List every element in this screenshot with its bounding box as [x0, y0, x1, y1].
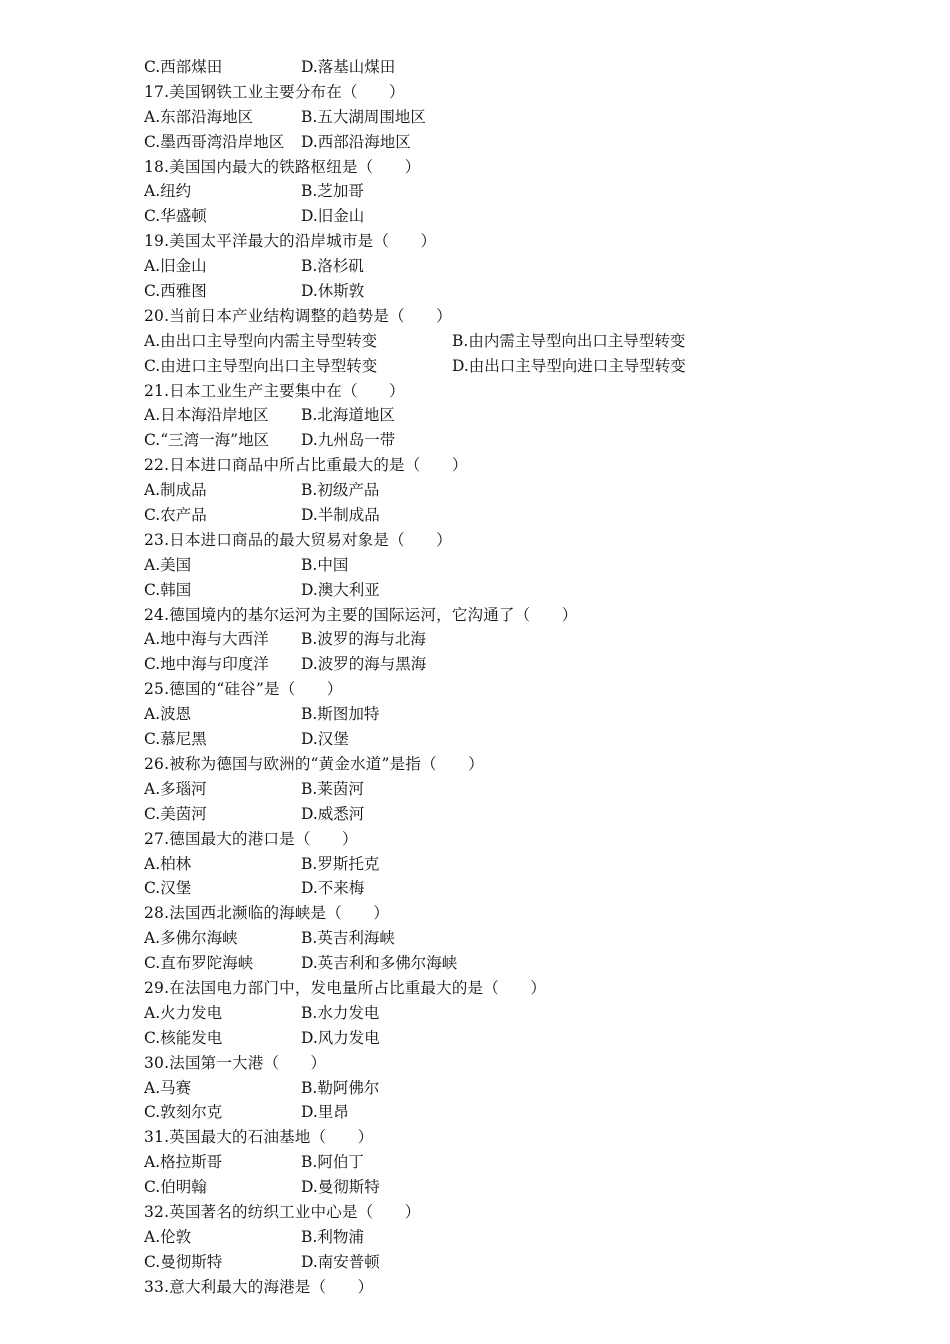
option-row	[144, 926, 844, 951]
option-left: A.柏林	[144, 854, 192, 873]
option-left: C.慕尼黑	[144, 730, 207, 749]
option-row	[144, 428, 844, 453]
option-left: C.伯明翰	[144, 1178, 207, 1197]
option-left: C.敦刻尔克	[144, 1103, 223, 1122]
option-left: A.格拉斯哥	[144, 1153, 223, 1172]
question-stem: 25.德国的“硅谷”是（ ）	[144, 680, 343, 699]
option-row	[144, 204, 844, 229]
option-left: A.制成品	[144, 481, 207, 500]
option-right: B.英吉利海峡	[301, 929, 395, 948]
option-left: C.美茵河	[144, 804, 207, 823]
option-left: A.东部沿海地区	[144, 107, 254, 126]
question-stem: 22.日本进口商品中所占比重最大的是（ ）	[144, 456, 468, 475]
question-stem: 28.法国西北濒临的海峡是（ ）	[144, 904, 390, 923]
option-row	[144, 179, 844, 204]
option-left: A.旧金山	[144, 257, 207, 276]
option-row	[144, 802, 844, 827]
option-row	[144, 1001, 844, 1026]
option-row	[144, 105, 844, 130]
option-left: C.韩国	[144, 580, 192, 599]
option-row	[144, 553, 844, 578]
option-left: C.曼彻斯特	[144, 1252, 223, 1271]
option-left: A.地中海与大西洋	[144, 630, 269, 649]
option-right: B.芝加哥	[301, 182, 364, 201]
option-right: D.九州岛一带	[301, 431, 396, 450]
option-right: B.五大湖周围地区	[301, 107, 426, 126]
question-stem: 31.英国最大的石油基地（ ）	[144, 1128, 374, 1147]
option-right: D.不来梅	[301, 879, 365, 898]
option-left: C.汉堡	[144, 879, 192, 898]
question-stem: 32.英国著名的纺织工业中心是（ ）	[144, 1202, 421, 1221]
option-row	[144, 1150, 844, 1175]
option-right: B.水力发电	[301, 1003, 380, 1022]
option-row	[144, 652, 844, 677]
option-left: C.华盛顿	[144, 207, 207, 226]
option-right: D.休斯敦	[301, 282, 365, 301]
option-left: A.日本海沿岸地区	[144, 406, 269, 425]
option-right: D.英吉利和多佛尔海峡	[301, 954, 458, 973]
option-row	[144, 627, 844, 652]
option-row	[144, 329, 844, 354]
option-left: A.火力发电	[144, 1003, 223, 1022]
option-right: B.由内需主导型向出口主导型转变	[452, 331, 686, 350]
option-left: C.西部煤田	[144, 58, 223, 76]
question-stem: 27.德国最大的港口是（ ）	[144, 829, 358, 848]
option-right: D.旧金山	[301, 207, 365, 226]
option-right: B.莱茵河	[301, 779, 364, 798]
option-right: D.汉堡	[301, 730, 349, 749]
option-row	[144, 702, 844, 727]
option-row	[144, 951, 844, 976]
option-row	[144, 1100, 844, 1125]
option-left: C.地中海与印度洋	[144, 655, 269, 674]
option-right: B.罗斯托克	[301, 854, 380, 873]
option-right: B.洛杉矶	[301, 257, 364, 276]
option-row	[144, 876, 844, 901]
option-right: B.北海道地区	[301, 406, 395, 425]
question-stem: 19.美国太平洋最大的沿岸城市是（ ）	[144, 232, 437, 251]
option-row	[144, 777, 844, 802]
option-left: A.波恩	[144, 705, 192, 724]
option-row	[144, 1250, 844, 1275]
question-stem: 21.日本工业生产主要集中在（ ）	[144, 381, 405, 400]
question-stem: 24.德国境内的基尔运河为主要的国际运河，它沟通了（ ）	[144, 605, 578, 624]
question-stem: 29.在法国电力部门中，发电量所占比重最大的是（ ）	[144, 978, 547, 997]
question-stem: 18.美国国内最大的铁路枢纽是（ ）	[144, 157, 421, 176]
question-stem: 23.日本进口商品的最大贸易对象是（ ）	[144, 530, 452, 549]
option-right: B.波罗的海与北海	[301, 630, 426, 649]
option-left: A.美国	[144, 555, 192, 574]
option-right: D.西部沿海地区	[301, 132, 411, 151]
question-stem: 30.法国第一大港（ ）	[144, 1053, 327, 1072]
option-right: D.南安普顿	[301, 1252, 380, 1271]
option-left: C.核能发电	[144, 1028, 223, 1047]
option-left: A.马赛	[144, 1078, 192, 1097]
option-row	[144, 254, 844, 279]
option-left: A.由出口主导型向内需主导型转变	[144, 331, 378, 350]
option-row	[144, 1225, 844, 1250]
option-left: C.西雅图	[144, 282, 207, 301]
option-right: B.初级产品	[301, 481, 380, 500]
option-row	[144, 279, 844, 304]
option-row	[144, 130, 844, 155]
option-right: D.澳大利亚	[301, 580, 380, 599]
option-row	[144, 403, 844, 428]
option-right: D.由出口主导型向进口主导型转变	[452, 356, 686, 375]
option-row	[144, 478, 844, 503]
option-row	[144, 578, 844, 603]
option-left: A.伦敦	[144, 1227, 192, 1246]
option-left: A.多瑙河	[144, 779, 207, 798]
option-right: D.风力发电	[301, 1028, 380, 1047]
option-right: B.阿伯丁	[301, 1153, 364, 1172]
option-right: B.勒阿佛尔	[301, 1078, 380, 1097]
option-row	[144, 727, 844, 752]
option-row	[144, 55, 844, 80]
option-right: D.里昂	[301, 1103, 349, 1122]
option-left: C.农产品	[144, 506, 207, 525]
option-right: D.半制成品	[301, 506, 380, 525]
question-stem: 20.当前日本产业结构调整的趋势是（ ）	[144, 306, 452, 325]
option-row	[144, 1175, 844, 1200]
option-right: D.威悉河	[301, 804, 365, 823]
question-stem: 33.意大利最大的海港是（ ）	[144, 1277, 374, 1296]
option-left: C.直布罗陀海峡	[144, 954, 254, 973]
option-row	[144, 503, 844, 528]
option-left: C.由进口主导型向出口主导型转变	[144, 356, 378, 375]
option-right: D.曼彻斯特	[301, 1178, 380, 1197]
option-right: D.落基山煤田	[301, 58, 396, 76]
option-left: C.墨西哥湾沿岸地区	[144, 132, 285, 151]
option-right: B.斯图加特	[301, 705, 380, 724]
option-row	[144, 852, 844, 877]
option-left: A.纽约	[144, 182, 192, 201]
option-row	[144, 1076, 844, 1101]
option-right: B.利物浦	[301, 1227, 364, 1246]
option-left: C.“三湾一海”地区	[144, 431, 270, 450]
option-left: A.多佛尔海峡	[144, 929, 238, 948]
option-row	[144, 354, 844, 379]
option-row	[144, 1026, 844, 1051]
option-right: B.中国	[301, 555, 349, 574]
question-stem: 26.被称为德国与欧洲的“黄金水道”是指（ ）	[144, 754, 484, 773]
option-right: D.波罗的海与黑海	[301, 655, 427, 674]
question-list	[144, 55, 844, 1300]
question-stem: 17.美国钢铁工业主要分布在（ ）	[144, 82, 405, 101]
